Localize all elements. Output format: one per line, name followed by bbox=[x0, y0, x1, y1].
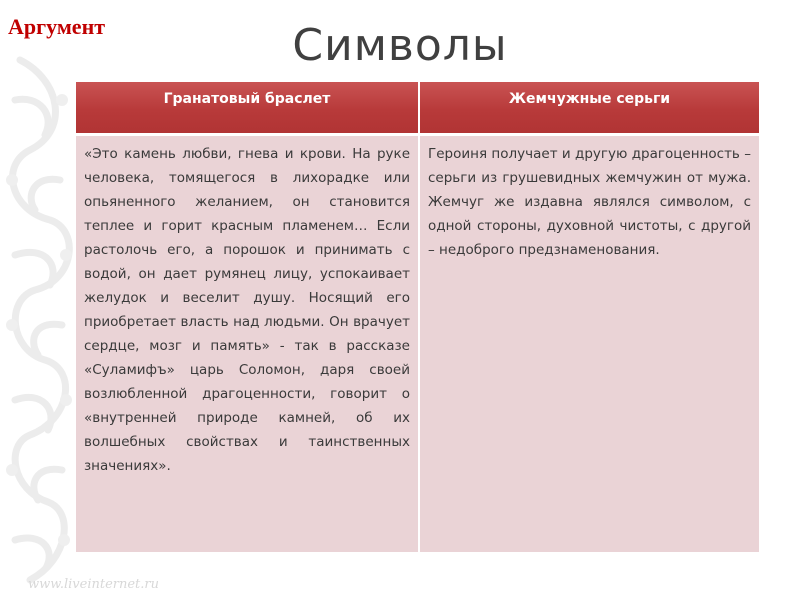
argument-label: Аргумент bbox=[8, 14, 106, 39]
table-header-pearl-earrings: Жемчужные серьги bbox=[418, 82, 759, 136]
symbols-table bbox=[76, 82, 759, 552]
slide-title: Символы bbox=[292, 20, 508, 71]
table-header-garnet-bracelet: Гранатовый браслет bbox=[76, 82, 418, 136]
table-cell-pearl-earrings: Героиня получает и другую драгоценность – серьги из грушевидных жемчужин от мужа. Жемчуг же издавна являлся символом, с одной стороны, духовной чистоты, с другой – недоброго предзнаменования. bbox=[418, 136, 759, 552]
table-cell-garnet-bracelet: «Это камень любви, гнева и крови. На руке человека, томящегося в лихорадке или опьяненного желанием, он становится теплее и горит красным пламенем… Если растолочь его, а порошок и принимать с водой, он дает румянец лицу, успокаивает желудок и веселит душу. Носящий его приобретает власть над людьми. Он врачует сердце, мозг и память» - так в рассказе «Суламифъ» царь Соломон, даря своей возлюбленной драгоценности, говорит о «внутренней природе камней, об их волшебных свойствах и таинственных значениях». bbox=[76, 136, 418, 552]
watermark-text: www.liveinternet.ru bbox=[28, 577, 159, 592]
